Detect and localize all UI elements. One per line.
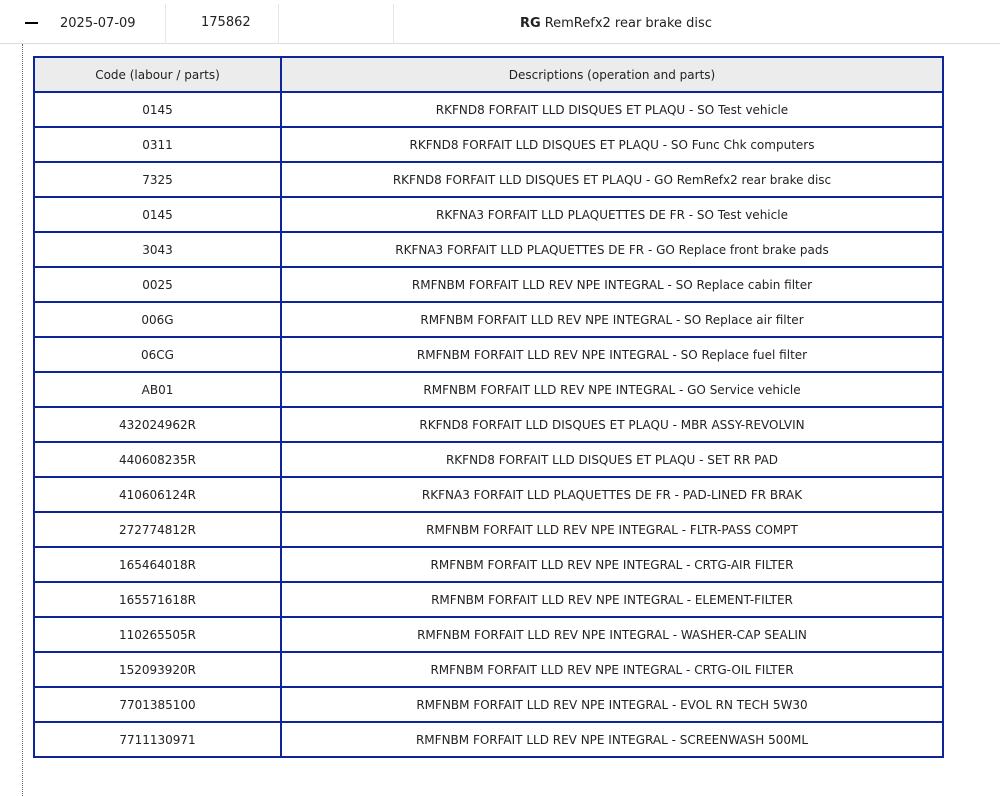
table-row	[34, 722, 943, 757]
code-cell: 006G	[34, 302, 281, 337]
code-cell: 06CG	[34, 337, 281, 372]
minus-icon	[25, 22, 38, 24]
code-cell: 165571618R	[34, 582, 281, 617]
code-cell: 440608235R	[34, 442, 281, 477]
table-row	[34, 162, 943, 197]
code-cell: 0145	[34, 92, 281, 127]
code-cell: 7325	[34, 162, 281, 197]
table-row	[34, 477, 943, 512]
description-cell: RMFNBM FORFAIT LLD REV NPE INTEGRAL - SO Replace air filter	[281, 302, 943, 337]
description-cell: RMFNBM FORFAIT LLD REV NPE INTEGRAL - CRTG-OIL FILTER	[281, 652, 943, 687]
operations-table-body	[34, 92, 943, 757]
code-cell: 110265505R	[34, 617, 281, 652]
record-header-row	[0, 0, 1000, 44]
column-header-code: Code (labour / parts)	[34, 57, 281, 92]
code-cell: 152093920R	[34, 652, 281, 687]
record-date: 2025-07-09	[60, 16, 136, 31]
description-cell: RMFNBM FORFAIT LLD REV NPE INTEGRAL - SO Replace cabin filter	[281, 267, 943, 302]
code-cell: 3043	[34, 232, 281, 267]
column-divider	[165, 4, 166, 44]
code-cell: 272774812R	[34, 512, 281, 547]
table-row	[34, 197, 943, 232]
code-cell: 432024962R	[34, 407, 281, 442]
description-cell: RKFNA3 FORFAIT LLD PLAQUETTES DE FR - PAD-LINED FR BRAK	[281, 477, 943, 512]
code-cell: AB01	[34, 372, 281, 407]
description-cell: RMFNBM FORFAIT LLD REV NPE INTEGRAL - FLTR-PASS COMPT	[281, 512, 943, 547]
code-cell: 0145	[34, 197, 281, 232]
description-cell: RKFND8 FORFAIT LLD DISQUES ET PLAQU - GO RemRefx2 rear brake disc	[281, 162, 943, 197]
description-cell: RKFNA3 FORFAIT LLD PLAQUETTES DE FR - GO Replace front brake pads	[281, 232, 943, 267]
code-cell: 7701385100	[34, 687, 281, 722]
description-cell: RKFND8 FORFAIT LLD DISQUES ET PLAQU - MBR ASSY-REVOLVIN	[281, 407, 943, 442]
table-row	[34, 407, 943, 442]
collapse-button[interactable]	[18, 15, 44, 31]
description-cell: RMFNBM FORFAIT LLD REV NPE INTEGRAL - EVOL RN TECH 5W30	[281, 687, 943, 722]
operations-table	[33, 56, 944, 758]
description-cell: RMFNBM FORFAIT LLD REV NPE INTEGRAL - ELEMENT-FILTER	[281, 582, 943, 617]
description-cell: RMFNBM FORFAIT LLD REV NPE INTEGRAL - SO Replace fuel filter	[281, 337, 943, 372]
description-cell: RMFNBM FORFAIT LLD REV NPE INTEGRAL - WASHER-CAP SEALIN	[281, 617, 943, 652]
code-cell: 410606124R	[34, 477, 281, 512]
record-code: 175862	[201, 15, 251, 30]
record-description-text: RemRefx2 rear brake disc	[544, 16, 712, 31]
code-cell: 7711130971	[34, 722, 281, 757]
table-row	[34, 547, 943, 582]
description-cell: RKFND8 FORFAIT LLD DISQUES ET PLAQU - SET RR PAD	[281, 442, 943, 477]
table-row	[34, 127, 943, 162]
column-divider	[393, 4, 394, 44]
table-row	[34, 442, 943, 477]
code-cell: 0025	[34, 267, 281, 302]
description-cell: RMFNBM FORFAIT LLD REV NPE INTEGRAL - CRTG-AIR FILTER	[281, 547, 943, 582]
tree-guide-line	[22, 44, 23, 796]
table-row	[34, 267, 943, 302]
code-cell: 165464018R	[34, 547, 281, 582]
description-cell: RKFNA3 FORFAIT LLD PLAQUETTES DE FR - SO Test vehicle	[281, 197, 943, 232]
table-row	[34, 512, 943, 547]
table-row	[34, 302, 943, 337]
description-cell: RMFNBM FORFAIT LLD REV NPE INTEGRAL - SCREENWASH 500ML	[281, 722, 943, 757]
table-header-row	[34, 57, 943, 92]
table-row	[34, 582, 943, 617]
record-description-prefix: RG	[520, 16, 541, 31]
description-cell: RMFNBM FORFAIT LLD REV NPE INTEGRAL - GO Service vehicle	[281, 372, 943, 407]
description-cell: RKFND8 FORFAIT LLD DISQUES ET PLAQU - SO Test vehicle	[281, 92, 943, 127]
table-row	[34, 687, 943, 722]
table-row	[34, 92, 943, 127]
table-row	[34, 652, 943, 687]
description-cell: RKFND8 FORFAIT LLD DISQUES ET PLAQU - SO Func Chk computers	[281, 127, 943, 162]
table-row	[34, 617, 943, 652]
record-description	[520, 0, 712, 44]
column-header-description: Descriptions (operation and parts)	[281, 57, 943, 92]
code-cell: 0311	[34, 127, 281, 162]
table-row	[34, 337, 943, 372]
column-divider	[278, 4, 279, 44]
table-row	[34, 372, 943, 407]
table-row	[34, 232, 943, 267]
